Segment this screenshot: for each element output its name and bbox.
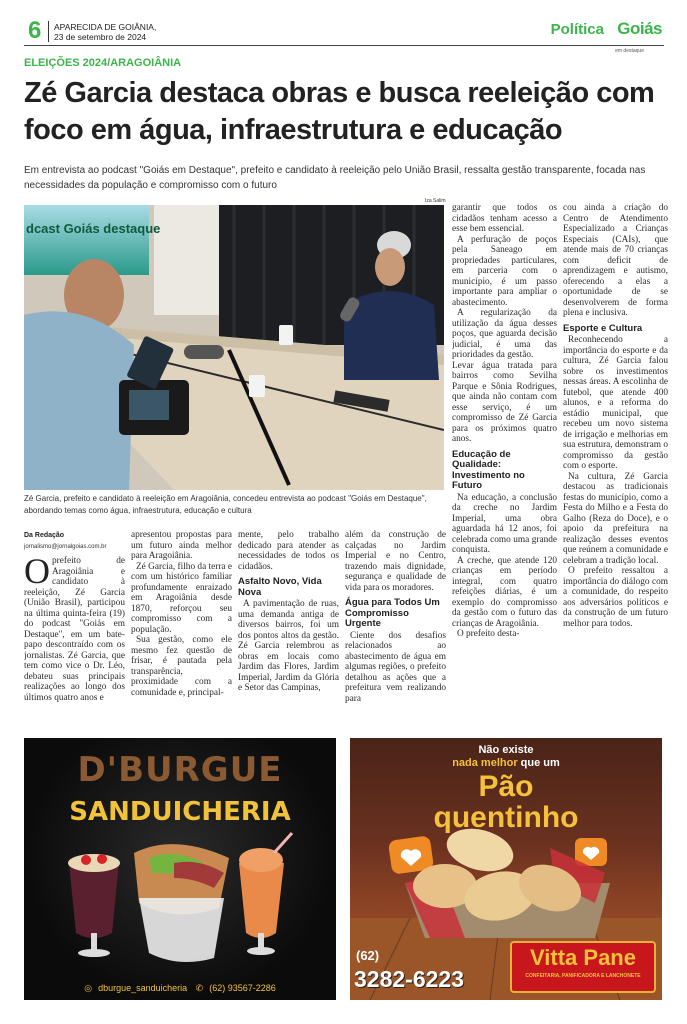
paragraph: mente, pelo trabalho dedicado para atender as necessidades de todos os cidadãos. <box>238 530 339 572</box>
ad-dburgue-title: D'BURGUE <box>77 750 283 790</box>
ad-dburgue-subtitle: SANDUICHERIA <box>69 797 291 827</box>
ad-vitta-line2-rest: que um <box>517 757 560 769</box>
paragraph: apresentou propostas para um futuro ainda melhor para Aragoiânia. <box>131 530 232 561</box>
photo-caption: Zé Garcia, prefeito e candidato à reeleição em Aragoiânia, concedeu entrevista ao podcast "Goiás em Destaque", abordando temas como água, infraestrutura, educação e cultura <box>24 494 427 515</box>
article-column-5 <box>452 203 557 734</box>
paragraph: Zé Garcia, filho da terra e com um histórico familiar profundamente enraizado em Aragoiânia desde 1870, reforçou seu compromisso com a população. <box>131 561 232 635</box>
ad-vitta-headline <box>350 771 662 833</box>
paragraph: A perfuração de poços pela Saneago em propriedades particulares, em parceria com o município, é um passo importante para ampliar o abastecimento. <box>452 234 557 308</box>
masthead <box>24 17 664 54</box>
masthead-divider <box>48 21 49 42</box>
podcast-studio-illustration <box>24 205 444 490</box>
ad-dburgue-phone[interactable]: (62) 93567-2286 <box>209 983 276 993</box>
screen-text: dcast Goiás destaque <box>26 221 161 236</box>
section-name: Política <box>550 21 604 38</box>
subheading-educacao: Educação de Qualidade: Investimento no Futuro <box>452 448 525 491</box>
article-column-4 <box>345 530 446 734</box>
drop-cap: O <box>24 556 50 591</box>
paragraph: garantir que todos os cidadãos tenham acesso a esse bem essencial. <box>452 203 557 234</box>
whatsapp-icon: ✆ <box>195 983 204 993</box>
paragraph: O prefeito ressaltou a importância do diálogo com a comunidade, do respeito aos adversários políticos e da construção de um futuro melhor para todos. <box>563 566 668 629</box>
ad-vitta-big2: quentinho <box>433 801 579 834</box>
logo-tagline: em destaque <box>615 48 644 54</box>
ad-vitta-highlight: nada melhor <box>452 757 518 769</box>
ad-vitta-pane[interactable] <box>350 738 662 1000</box>
subheading-asfalto: Asfalto Novo, Vida Nova <box>238 576 322 598</box>
article-column-1 <box>24 556 125 734</box>
byline: Da Redação <box>24 532 65 539</box>
acai-cup <box>69 863 119 938</box>
paragraph: prefeito de Aragoiânia e candidato à reeleição, Zé Garcia (União Brasil), participou na última quinta-feira (19) do podcast "Goiás em Destaque", em um bate-papo descontraído com os jornalistas. Zé Garcia, que tem como vice o Dr. Léo, debateu suas principais realizações ao longo dos últimos quatro anos e <box>24 556 125 703</box>
paragraph: O prefeito desta- <box>457 629 520 639</box>
vitta-pane-logo <box>510 941 656 993</box>
subheading-esporte: Esporte e Cultura <box>563 322 643 334</box>
paragraph: A pavimentação de ruas, uma demanda antiga de diversos bairros, foi um dos pontos altos da gestão. Zé Garcia relembrou as obras em locais como Jardim das Flores, Jardim Imperial, Jardim da Glória e Setor das Campinas, <box>238 599 339 693</box>
ad-dburgue[interactable] <box>24 738 336 1000</box>
subheading-agua: Água para Todos Um Compromisso Urgente <box>345 597 440 629</box>
milkshake-cup <box>239 863 284 938</box>
ad-vitta-line2 <box>350 757 662 770</box>
ad-vitta-phone[interactable]: 3282-6223 <box>354 966 464 992</box>
article-column-3 <box>238 530 339 734</box>
ad-vitta-area-code: (62) <box>356 948 380 963</box>
article-kicker: ELEIÇÕES 2024/ARAGOIÂNIA <box>24 57 182 69</box>
paragraph: além da construção de calçadas no Jardim Imperial e no Centro, trazendo mais dignidade, segurança e qualidade de vida para os moradores. <box>345 530 446 593</box>
dateline-date: 23 de setembro de 2024 <box>54 32 147 42</box>
author-email[interactable]: jornalismo@jornalgoias.com.br <box>24 544 107 550</box>
paragraph: Levar água tratada para bairros como Sevilha Parque e Sônia Rodrigues, que ainda não contam com esse serviço, é um compromisso de Zé Garcia para os próximos quatro anos. <box>452 360 557 444</box>
dateline-city: APARECIDA DE GOIÂNIA, <box>54 22 157 32</box>
dateline <box>54 22 156 42</box>
paragraph: Na educação, a conclusão da creche no Jardim Imperial, uma obra aguardada há 12 anos, foi celebrada como uma grande conquista. <box>452 492 557 555</box>
goias-logo: Goiás <box>617 19 662 38</box>
ad-dburgue-contact <box>24 982 336 994</box>
paragraph: Na cultura, Zé Garcia destacou as tradicionais festas do município, como a Festa do Milho e a Festa do Galho (Reza do Doce), e o apoio da prefeitura na realização desses eventos que reúnem a comunidade e celebram a tradição local. <box>563 471 668 566</box>
instagram-icon: ◎ <box>84 983 93 993</box>
ad-vitta-line1: Não existe <box>478 744 534 756</box>
page-number: 6 <box>28 17 42 44</box>
paragraph: Sua gestão, como ele mesmo fez questão de frisar, é pautada pela transparência, proximidade com a comunidade e, principal- <box>131 635 232 698</box>
instagram-handle[interactable]: dburgue_sanduicheria <box>98 983 188 993</box>
paragraph: Ciente dos desafios relacionados ao abastecimento de água em algumas regiões, o prefeito detalhou as ações que a prefeitura vem realizando para <box>345 630 446 704</box>
article-column-6 <box>563 203 668 734</box>
article-subhead: Em entrevista ao podcast "Goiás em Destaque", prefeito e candidato à reeleição pelo União Brasil, ressalta gestão transparente, focada nas necessidades da população e compromisso com o futuro <box>24 165 646 191</box>
ad-vitta-brand: Vitta Pane <box>530 945 636 970</box>
paragraph: cou ainda a criação do Centro de Atendimento Especializado a Crianças Especiais (CAIs), que atende mais de 70 crianças com deficit de aprendizagem e autismo, oferecendo a elas a oportunidade de se desenvolverem de forma plena e inclusiva. <box>563 203 668 318</box>
paragraph: Reconhecendo a importância do esporte e da cultura, Zé Garcia falou sobre os investimentos nessas áreas. A escolinha de futebol, que atende 400 alunos, e a reforma do estádio municipal, que recebeu um novo sistema de irrigação e melhorias em sua estrutura, demonstram o compromisso da gestão com o esporte. <box>563 335 668 471</box>
ad-vitta-tagline: CONFEITARIA, PANIFICADORA E LANCHONETE <box>525 973 641 979</box>
photo-credit: Iza Salim <box>425 198 446 204</box>
paragraph: A regularização da utilização da água desses poços, que aguarda decisão judicial, é uma das prioridades da gestão. <box>452 308 557 360</box>
article-photo <box>24 205 444 490</box>
article-headline: Zé Garcia destaca obras e busca reeleição com foco em água, infraestrutura e educação <box>24 77 655 146</box>
article-column-2 <box>131 530 232 734</box>
paragraph: A creche, que atende 120 crianças em período integral, com quatro refeições diárias, é um exemplo do compromisso da gestão com o futuro das crianças de Aragoiânia. <box>452 555 557 629</box>
ad-vitta-big1: Pão <box>478 770 534 803</box>
